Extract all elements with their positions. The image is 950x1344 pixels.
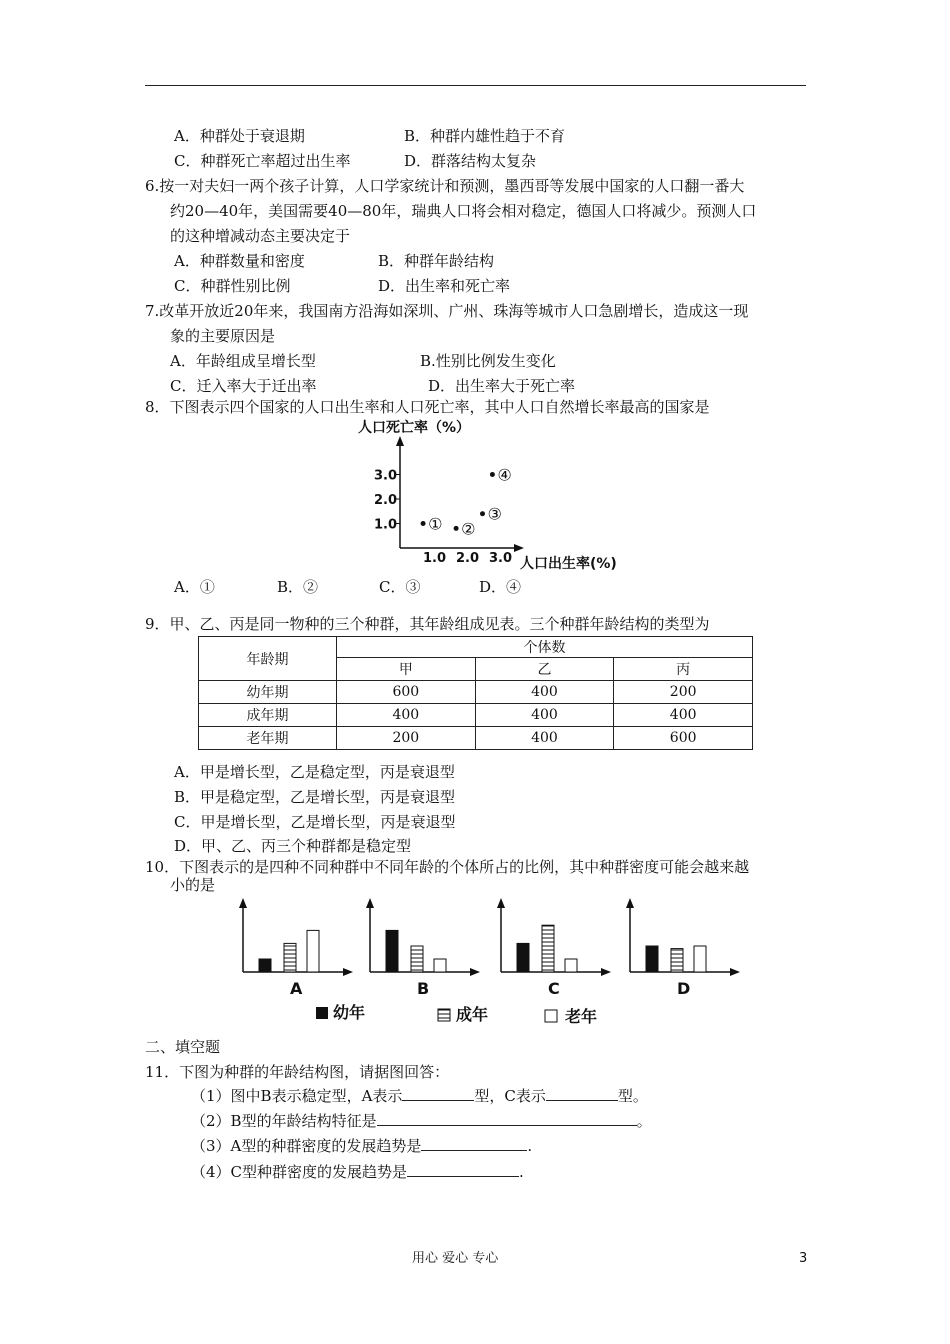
y-axis-label: 人口死亡率（%） [358, 420, 471, 436]
q7-option-c: C．迁入率大于迁出率 [170, 377, 317, 395]
q7-option-d: D．出生率大于死亡率 [428, 377, 576, 395]
data-point [454, 526, 459, 531]
blank-a-trend[interactable] [421, 1136, 527, 1151]
q11-part4-end: . [519, 1163, 524, 1181]
table-header-count: 个体数 [337, 637, 753, 658]
y-tick-label: 2.0 [374, 493, 398, 508]
x-tick-label: 3.0 [489, 551, 513, 566]
table-group-yi: 乙 [475, 658, 614, 681]
table-cell: 200 [337, 727, 476, 750]
table-cell: 400 [337, 704, 476, 727]
data-point-label: ① [428, 514, 443, 534]
q6-stem-line3: 的这种增减动态主要决定于 [170, 227, 351, 245]
q10-stem-line1: 10．下图表示的是四种不同种群中不同年龄的个体所占的比例，其中种群密度可能会越来越 [145, 858, 750, 876]
legend-young-label: 幼年 [333, 1003, 366, 1022]
q11-part1-text2: 型，C表示 [474, 1087, 546, 1105]
q11-part1 [191, 1086, 648, 1106]
table-header-age: 年龄期 [199, 637, 337, 681]
q8-stem: 8．下图表示四个国家的人口出生率和人口死亡率，其中人口自然增长率最高的国家是 [145, 398, 710, 416]
y-tick-label: 1.0 [374, 517, 398, 533]
legend-old-label: 老年 [565, 1007, 598, 1026]
q6-stem-line1: 6.按一对夫妇一两个孩子计算，人口学家统计和预测，墨西哥等发展中国家的人口翻一番大 [145, 177, 745, 195]
blank-c-type[interactable] [546, 1086, 618, 1101]
y-axis-arrow [396, 436, 404, 446]
table-cell: 幼年期 [199, 681, 337, 704]
q11-part3-text: （3）A型的种群密度的发展趋势是 [191, 1137, 422, 1155]
q11-part3 [191, 1136, 532, 1156]
chart-label: C [548, 979, 560, 998]
blank-b-feature[interactable] [377, 1111, 637, 1126]
table-cell: 成年期 [199, 704, 337, 727]
x-axis-label: 人口出生率(%) [520, 556, 617, 572]
q6-option-c: C．种群性别比例 [174, 277, 291, 295]
q8-option-d: D．④ [479, 578, 522, 596]
legend-adult-label: 成年 [456, 1005, 489, 1024]
table-cell: 200 [614, 681, 753, 704]
x-axis-arrow [514, 544, 524, 552]
table-cell: 老年期 [199, 727, 337, 750]
blank-c-trend[interactable] [407, 1162, 519, 1177]
table-cell: 600 [337, 681, 476, 704]
data-point-label: ④ [497, 465, 512, 485]
data-point [490, 472, 495, 477]
table-row [199, 704, 753, 727]
q6-stem-line2: 约20—40年，美国需要40—80年，瑞典人口将会相对稳定，德国人口将减少。预测人口 [170, 202, 757, 220]
q6-option-a: A．种群数量和密度 [174, 252, 305, 270]
data-point [421, 521, 426, 526]
q5-option-a: A．种群处于衰退期 [174, 127, 305, 145]
table-row [199, 727, 753, 750]
table-cell: 400 [475, 704, 614, 727]
q11-part2 [191, 1111, 652, 1131]
q7-option-b: B.性别比例发生变化 [420, 352, 556, 370]
table-cell: 400 [614, 704, 753, 727]
y-tick-label: 3.0 [374, 468, 398, 484]
q9-option-d: D．甲、乙、丙三个种群都是稳定型 [174, 837, 412, 855]
q5-option-d: D．群落结构太复杂 [404, 152, 537, 170]
table-group-jia: 甲 [337, 658, 476, 681]
q8-option-a: A．① [174, 578, 215, 596]
q9-option-b: B．甲是稳定型，乙是增长型，丙是衰退型 [174, 788, 456, 806]
q5-option-c: C．种群死亡率超过出生率 [174, 152, 351, 170]
q10-stem-line2: 小的是 [170, 876, 216, 894]
q11-part1-text3: 型。 [617, 1087, 648, 1105]
q7-stem-line2: 象的主要原因是 [170, 327, 276, 345]
table-cell: 600 [614, 727, 753, 750]
q11-part4-text: （4）C型种群密度的发展趋势是 [191, 1163, 408, 1181]
data-point [480, 511, 485, 516]
x-tick-label: 1.0 [423, 551, 447, 566]
footer-motto: 用心 爱心 专心 [412, 1251, 499, 1266]
data-point-label: ② [461, 519, 476, 539]
table-cell: 400 [475, 727, 614, 750]
q9-stem: 9．甲、乙、丙是同一物种的三个种群，其年龄组成见表。三个种群年龄结构的类型为 [145, 615, 710, 633]
q5-option-b: B．种群内雄性趋于不育 [404, 127, 566, 145]
x-tick-label: 2.0 [456, 551, 480, 566]
table-group-bing: 丙 [614, 658, 753, 681]
q11-part2-end: 。 [636, 1112, 652, 1130]
q11-stem: 11．下图为种群的年龄结构图，请据图回答： [145, 1063, 450, 1081]
q11-part2-text: （2）B型的年龄结构特征是 [191, 1112, 377, 1130]
chart-label: B [417, 979, 430, 998]
page-number: 3 [799, 1251, 808, 1266]
table-row [199, 681, 753, 704]
chart-label: D [677, 979, 691, 998]
q8-option-b: B．② [277, 578, 319, 596]
data-point-label: ③ [487, 504, 502, 524]
q7-stem-line1: 7.改革开放近20年来，我国南方沿海如深圳、广州、珠海等城市人口急剧增长，造成这一现 [145, 302, 749, 320]
chart-label: A [290, 979, 303, 998]
section-fill-in: 二、填空题 [145, 1038, 221, 1056]
q11-part3-end: . [527, 1137, 533, 1155]
q9-option-a: A．甲是增长型，乙是稳定型，丙是衰退型 [174, 763, 455, 781]
q11-part4 [191, 1162, 524, 1182]
q8-option-c: C．③ [379, 578, 421, 596]
q9-option-c: C．甲是增长型，乙是增长型，丙是衰退型 [174, 813, 456, 831]
q11-part1-text: （1）图中B表示稳定型，A表示 [191, 1087, 403, 1105]
q6-option-d: D．出生率和死亡率 [378, 277, 511, 295]
blank-a-type[interactable] [402, 1086, 474, 1101]
q6-option-b: B．种群年龄结构 [378, 252, 495, 270]
table-cell: 400 [475, 681, 614, 704]
q7-option-a: A．年龄组成呈增长型 [170, 352, 316, 370]
age-structure-table [198, 636, 753, 750]
